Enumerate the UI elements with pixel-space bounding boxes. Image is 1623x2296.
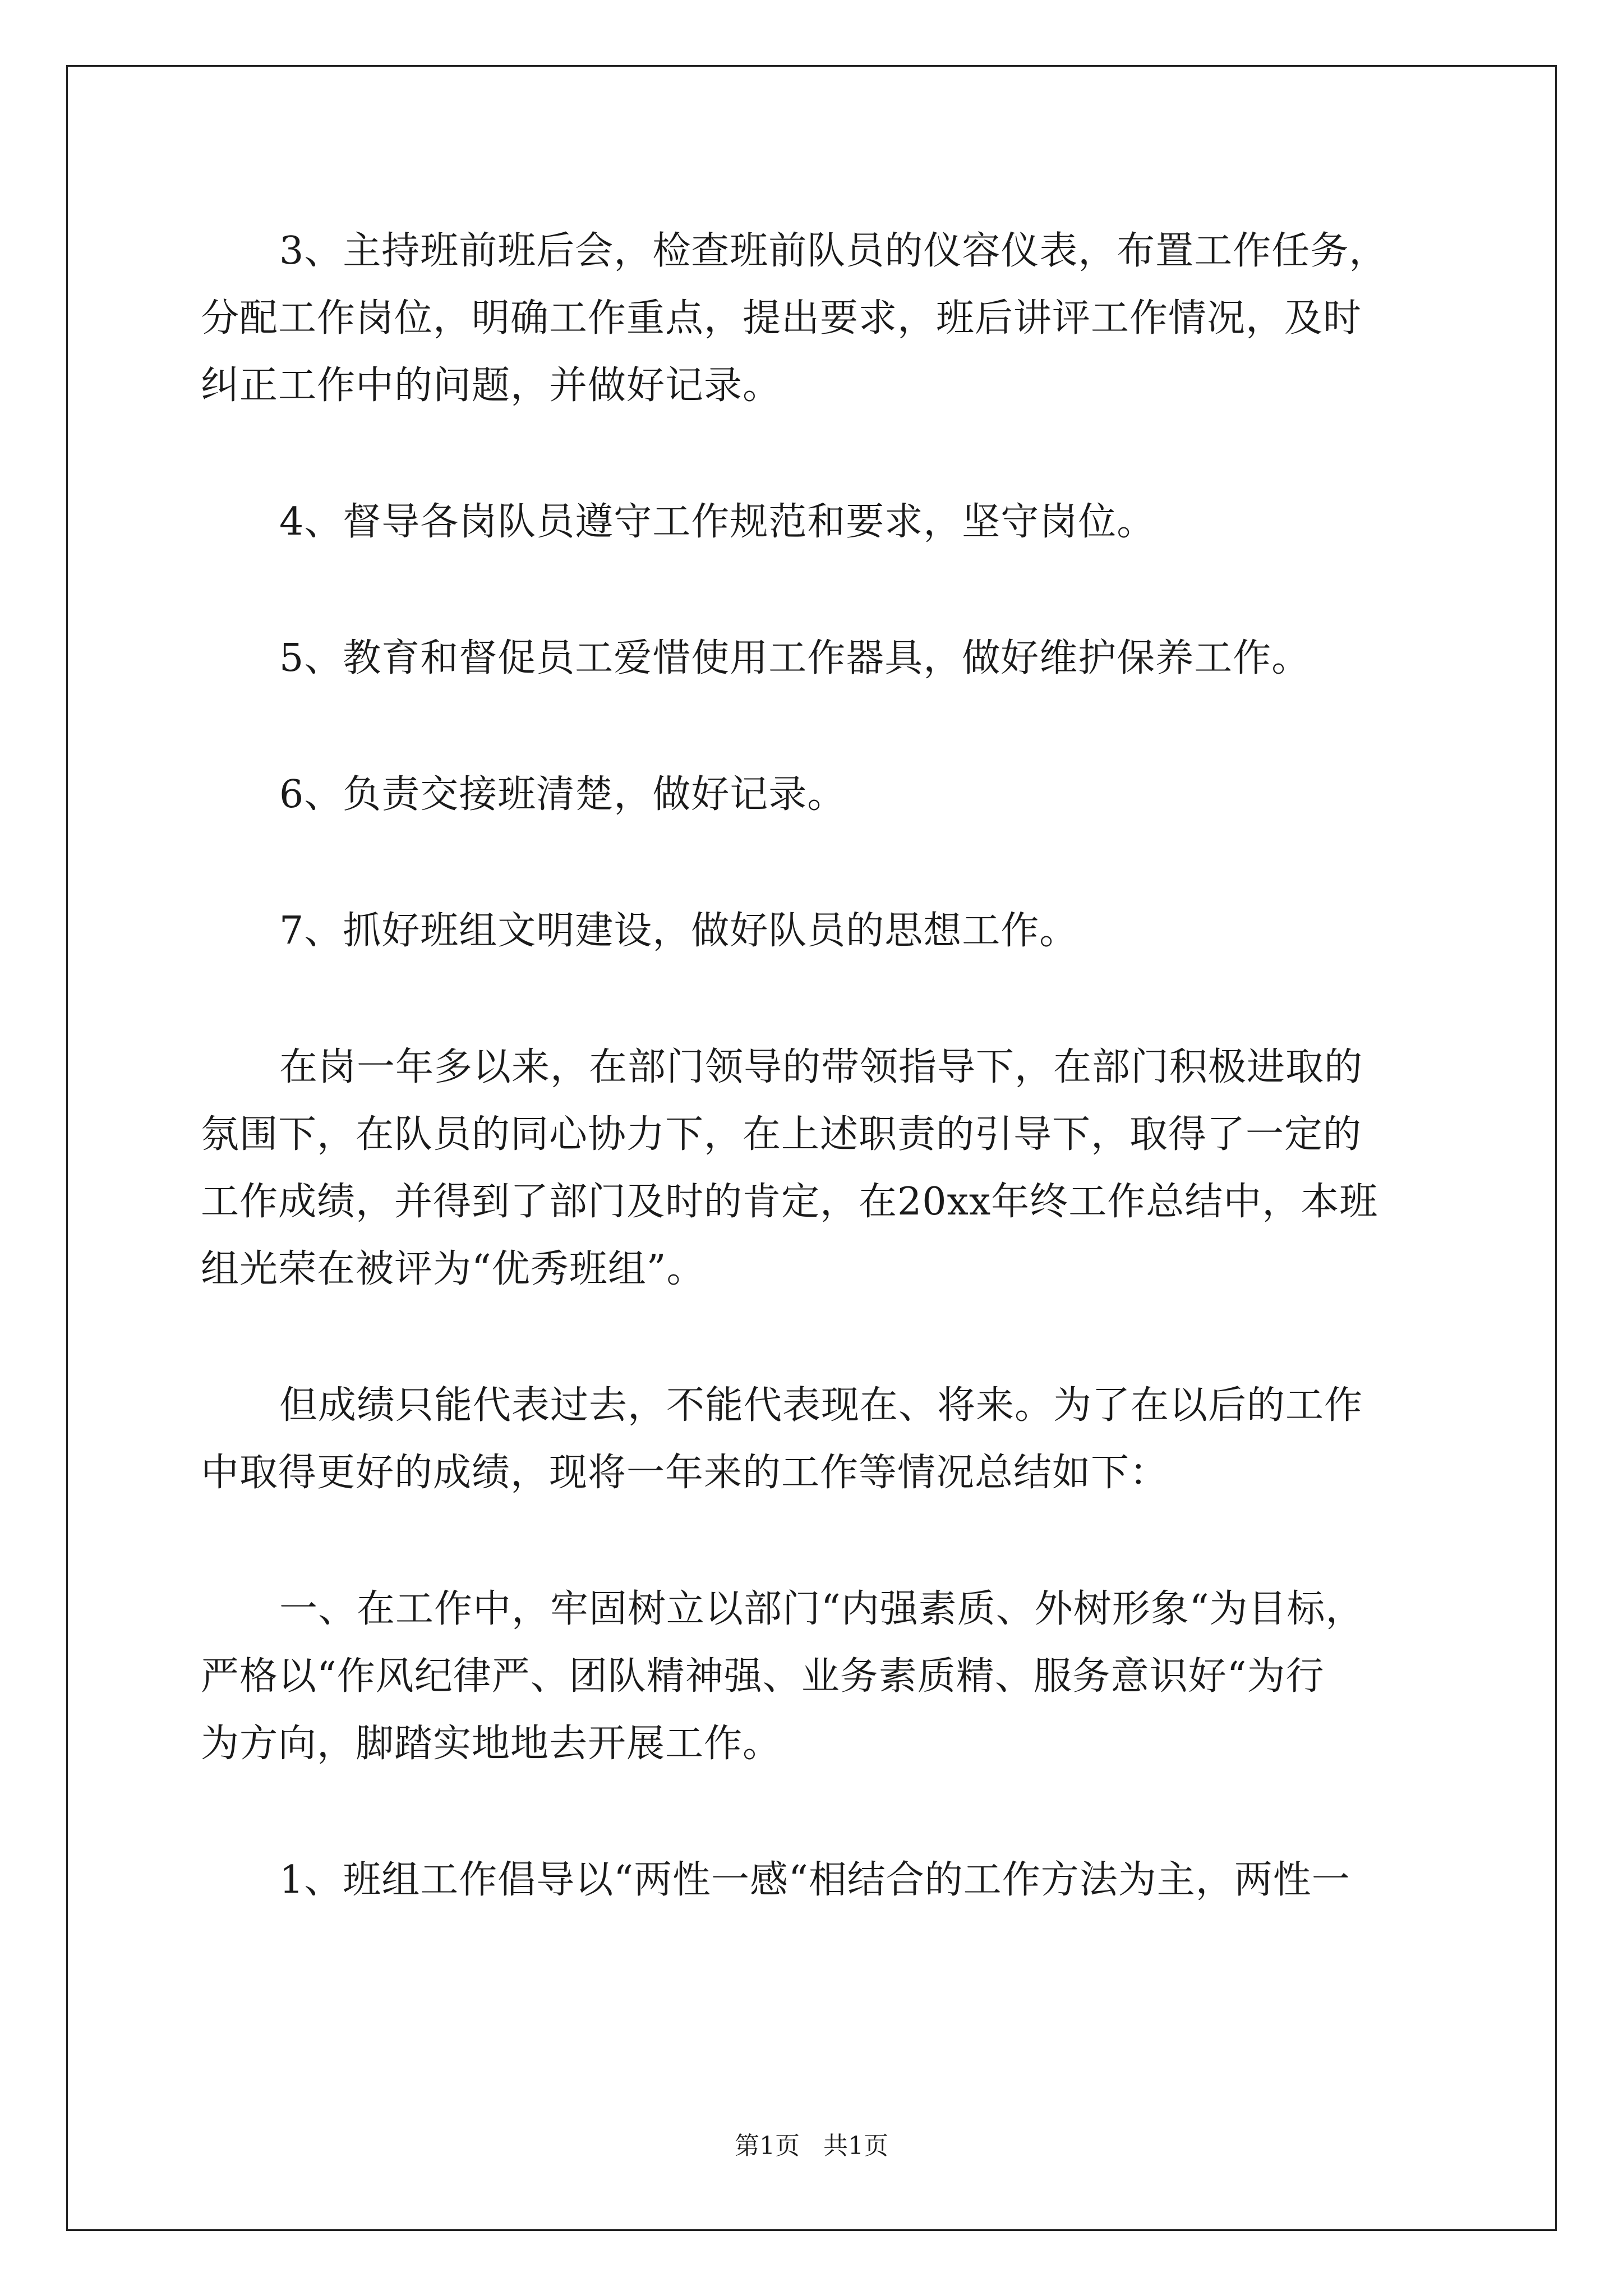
text-line: 在岗一年多以来，在部门领导的带领指导下，在部门积极进取的 <box>279 1045 1363 1089</box>
text-line: 6、负责交接班清楚，做好记录。 <box>279 772 846 817</box>
text-line: 纠正工作中的问题，并做好记录。 <box>201 364 782 408</box>
text-line: 3、主持班前班后会，检查班前队员的仪容仪表，布置工作任务， <box>279 229 1388 273</box>
paragraph <box>201 625 1435 692</box>
paragraph <box>201 761 1435 829</box>
text-line: 分配工作岗位，明确工作重点，提出要求，班后讲评工作情况，及时 <box>201 296 1362 341</box>
text-line: 严格以“作风纪律严、团队精神强、业务素质精、服务意识好“为行 <box>201 1654 1325 1699</box>
paragraph <box>201 218 1435 420</box>
text-line: 但成绩只能代表过去，不能代表现在、将来。为了在以后的工作 <box>279 1383 1363 1428</box>
text-line: 氛围下，在队员的同心协力下，在上述职责的引导下，取得了一定的 <box>201 1112 1362 1157</box>
page-footer: 第1页 共1页 <box>735 2132 888 2160</box>
paragraph <box>201 898 1435 965</box>
text-line: 5、教育和督促员工爱惜使用工作器具，做好维护保养工作。 <box>279 636 1311 680</box>
paragraph <box>201 1576 1435 1778</box>
document-body <box>201 218 1435 1914</box>
paragraph <box>201 1372 1435 1507</box>
text-line: 工作成绩，并得到了部门及时的肯定，在20xx年终工作总结中，本班 <box>201 1180 1378 1224</box>
text-line: 中取得更好的成绩，现将一年来的工作等情况总结如下： <box>201 1451 1169 1495</box>
text-line: 组光荣在被评为“优秀班组”。 <box>201 1247 706 1291</box>
text-line: 4、督导各岗队员遵守工作规范和要求，坚守岗位。 <box>279 500 1156 544</box>
text-line: 一、在工作中，牢固树立以部门“内强素质、外树形象“为目标， <box>279 1587 1364 1631</box>
paragraph <box>201 1034 1435 1303</box>
paragraph <box>201 489 1435 556</box>
text-line: 1、班组工作倡导以“两性一感“相结合的工作方法为主，两性一 <box>279 1858 1350 1902</box>
paragraph <box>201 1847 1435 1914</box>
text-line: 为方向，脚踏实地地去开展工作。 <box>201 1722 782 1766</box>
text-line: 7、抓好班组文明建设，做好队员的思想工作。 <box>279 909 1078 953</box>
